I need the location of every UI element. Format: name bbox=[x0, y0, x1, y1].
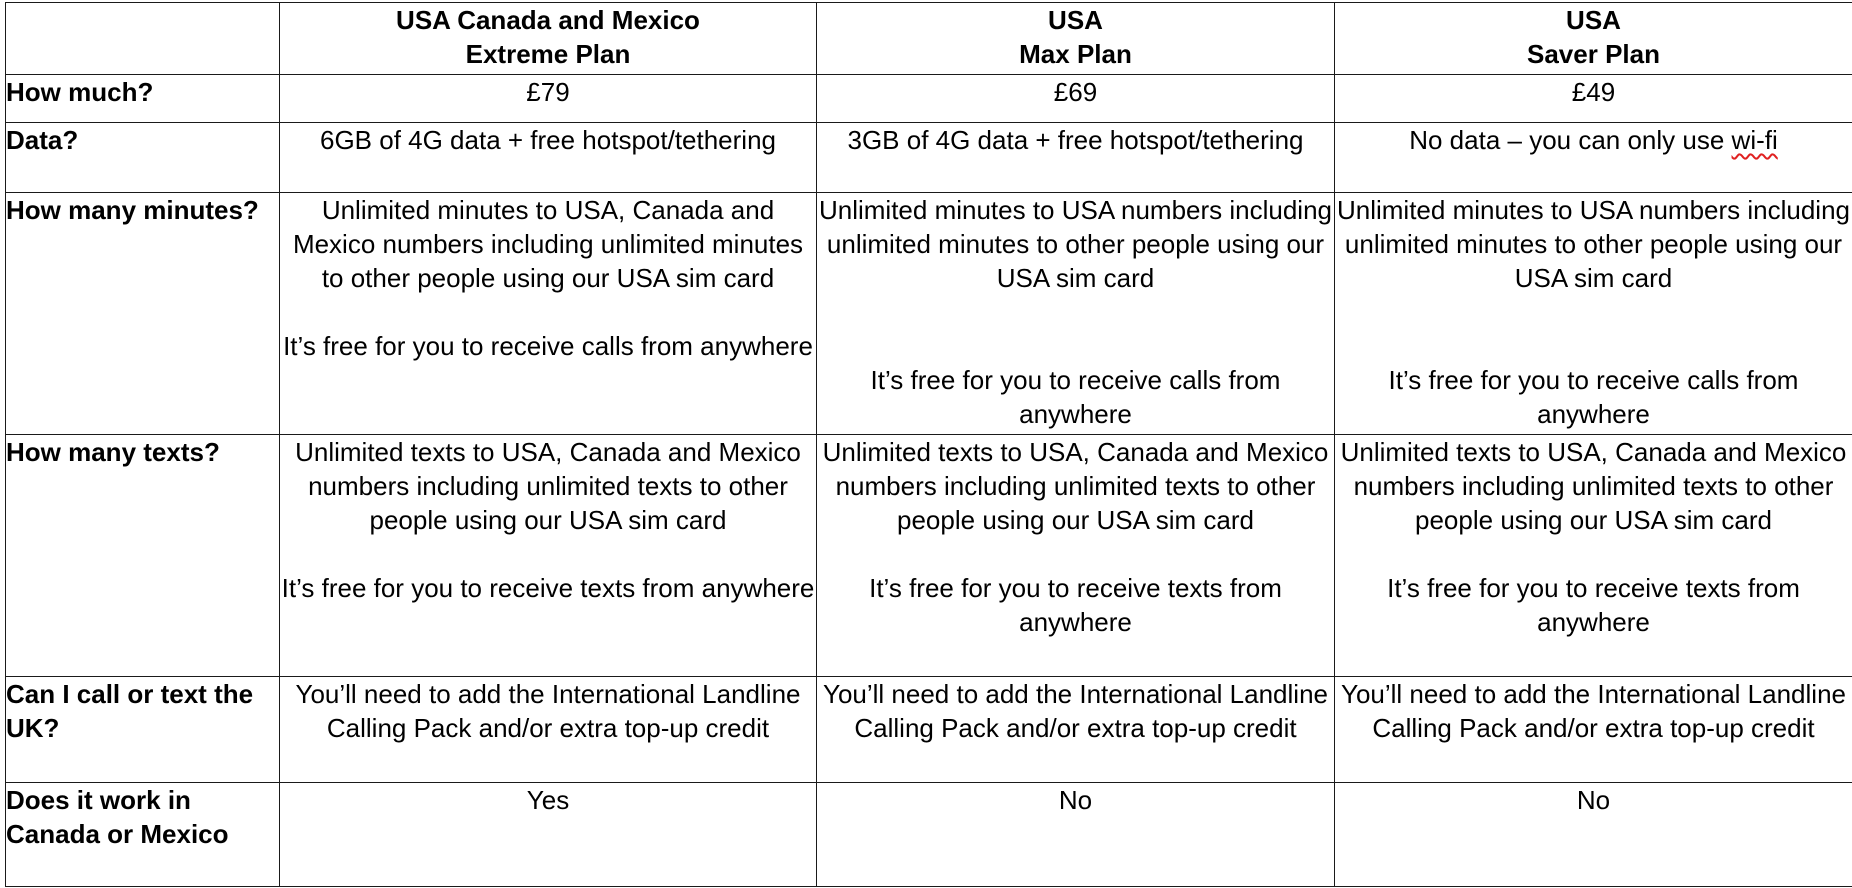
table-row-price bbox=[6, 75, 1852, 123]
plan-comparison-table bbox=[5, 2, 1852, 887]
price-saver: £49 bbox=[1335, 75, 1852, 123]
table-header-row bbox=[6, 3, 1852, 75]
minutes-text: Unlimited minutes to USA numbers including unlimited minutes to other people using our USA sim card bbox=[818, 195, 1333, 293]
plan-name-line1: USA bbox=[1566, 5, 1621, 35]
table-row-uk bbox=[6, 677, 1852, 783]
table-row-canada-mexico bbox=[6, 783, 1852, 887]
texts-max bbox=[817, 435, 1335, 677]
plan-name-line2: Extreme Plan bbox=[465, 39, 631, 69]
plan-header-saver bbox=[1335, 3, 1852, 75]
data-extreme: 6GB of 4G data + free hotspot/tethering bbox=[280, 123, 817, 193]
row-label-price: How much? bbox=[6, 75, 280, 123]
minutes-receive-text: It’s free for you to receive calls from anywhere bbox=[1388, 365, 1799, 429]
minutes-text: Unlimited minutes to USA, Canada and Mexico numbers including unlimited minutes to other people using our USA sim card bbox=[292, 195, 804, 293]
data-saver bbox=[1335, 123, 1852, 193]
row-label-uk: Can I call or text the UK? bbox=[6, 677, 280, 783]
minutes-max bbox=[817, 193, 1335, 435]
minutes-extreme bbox=[280, 193, 817, 435]
plan-name-line1: USA Canada and Mexico bbox=[396, 5, 700, 35]
uk-extreme: You’ll need to add the International Landline Calling Pack and/or extra top-up credit bbox=[280, 677, 817, 783]
canada-mexico-max: No bbox=[817, 783, 1335, 887]
row-label-texts: How many texts? bbox=[6, 435, 280, 677]
table-row-data bbox=[6, 123, 1852, 193]
corner-cell bbox=[6, 3, 280, 75]
data-saver-text: No data – you can only use bbox=[1409, 125, 1732, 155]
texts-text: Unlimited texts to USA, Canada and Mexico numbers including unlimited texts to other people using our USA sim card bbox=[1340, 437, 1847, 535]
data-max: 3GB of 4G data + free hotspot/tethering bbox=[817, 123, 1335, 193]
table-row-minutes bbox=[6, 193, 1852, 435]
plan-name-line1: USA bbox=[1048, 5, 1103, 35]
price-max: £69 bbox=[817, 75, 1335, 123]
minutes-receive-text: It’s free for you to receive calls from anywhere bbox=[870, 365, 1281, 429]
uk-max: You’ll need to add the International Landline Calling Pack and/or extra top-up credit bbox=[817, 677, 1335, 783]
price-extreme: £79 bbox=[280, 75, 817, 123]
texts-receive-text: It’s free for you to receive texts from anywhere bbox=[281, 573, 815, 603]
row-label-data: Data? bbox=[6, 123, 280, 193]
texts-receive-text: It’s free for you to receive texts from anywhere bbox=[869, 573, 1282, 637]
minutes-saver bbox=[1335, 193, 1852, 435]
texts-receive-text: It’s free for you to receive texts from anywhere bbox=[1387, 573, 1800, 637]
row-label-minutes: How many minutes? bbox=[6, 193, 280, 435]
wifi-spellcheck-word: wi-fi bbox=[1731, 125, 1778, 155]
table-row-texts bbox=[6, 435, 1852, 677]
canada-mexico-saver: No bbox=[1335, 783, 1852, 887]
plan-header-max bbox=[817, 3, 1335, 75]
canada-mexico-extreme: Yes bbox=[280, 783, 817, 887]
texts-text: Unlimited texts to USA, Canada and Mexico numbers including unlimited texts to other people using our USA sim card bbox=[822, 437, 1329, 535]
row-label-canada-mexico: Does it work in Canada or Mexico bbox=[6, 783, 280, 887]
uk-saver: You’ll need to add the International Landline Calling Pack and/or extra top-up credit bbox=[1335, 677, 1852, 783]
texts-saver bbox=[1335, 435, 1852, 677]
plan-name-line2: Max Plan bbox=[1019, 39, 1132, 69]
plan-name-line2: Saver Plan bbox=[1527, 39, 1660, 69]
minutes-receive-text: It’s free for you to receive calls from anywhere bbox=[283, 331, 813, 361]
texts-extreme bbox=[280, 435, 817, 677]
texts-text: Unlimited texts to USA, Canada and Mexico numbers including unlimited texts to other people using our USA sim card bbox=[295, 437, 801, 535]
minutes-text: Unlimited minutes to USA numbers including unlimited minutes to other people using our USA sim card bbox=[1336, 195, 1851, 293]
plan-header-extreme bbox=[280, 3, 817, 75]
